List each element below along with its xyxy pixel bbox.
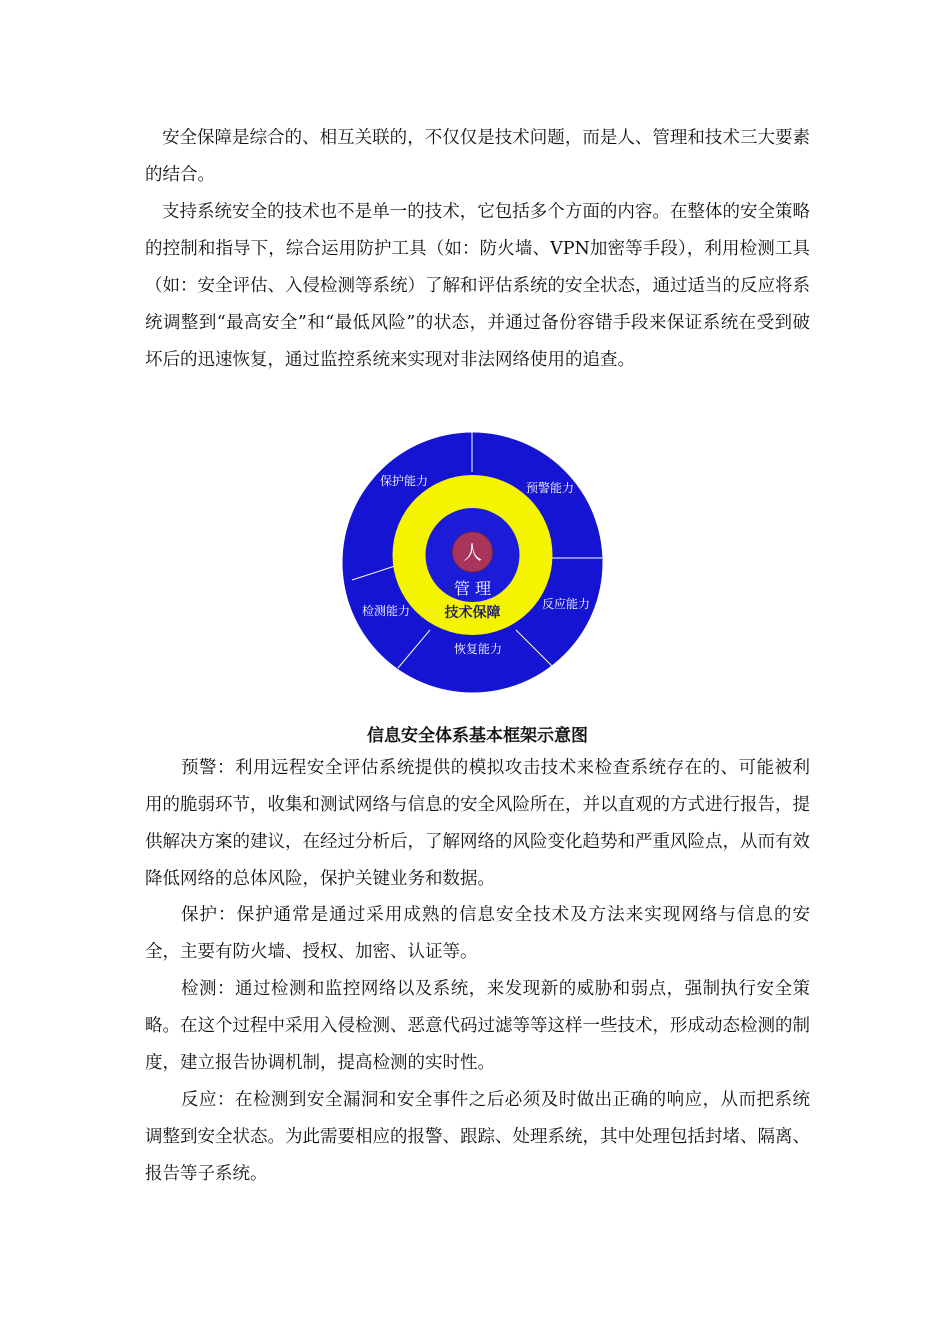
framework-svg — [340, 430, 605, 695]
segment-protect-label: 保护能力 — [379, 474, 429, 488]
paragraph-detection: 检测：通过检测和监控网络以及系统，来发现新的威胁和弱点，强制执行安全策略。在这个过程中采用入侵检测、恶意代码过滤等等这样一些技术，形成动态检测的制度，建立报告协调机制，提高检测的实时性。 — [145, 979, 810, 1073]
paragraph-intro: 安全保障是综合的、相互关联的，不仅仅是技术问题，而是人、管理和技术三大要素的结合。 — [145, 128, 810, 185]
paragraph-protection: 保护：保护通常是通过采用成熟的信息安全技术及方法来实现网络与信息的安全，主要有防火墙、授权、加密、认证等。 — [145, 905, 810, 962]
security-framework-diagram — [340, 430, 605, 695]
segment-recover-label: 恢复能力 — [453, 642, 503, 656]
center-label: 人 — [462, 542, 483, 564]
paragraph-warning: 预警：利用远程安全评估系统提供的模拟攻击技术来检查系统存在的、可能被利用的脆弱环节，收集和测试网络与信息的安全风险所在，并以直观的方式进行报告，提供解决方案的建议，在经过分析后，了解网络的风险变化趋势和严重风险点，从而有效降低网络的总体风险，保护关键业务和数据。 — [145, 758, 810, 889]
figure-caption: 信息安全体系基本框架示意图 — [367, 726, 588, 746]
segment-detect-label: 检测能力 — [361, 604, 411, 618]
paragraph-response: 反应：在检测到安全漏洞和安全事件之后必须及时做出正确的响应，从而把系统调整到安全状态。为此需要相应的报警、跟踪、处理系统，其中处理包括封堵、隔离、报告等子系统。 — [145, 1090, 810, 1184]
paragraph-technology: 支持系统安全的技术也不是单一的技术，它包括多个方面的内容。在整体的安全策略的控制和指导下，综合运用防护工具（如：防火墙、VPN加密等手段），利用检测工具（如：安全评估、入侵检测等系统）了解和评估系统的安全状态，通过适当的反应将系统调整到“最高安全”和“最低风险”的状态，并通过备份容错手段来保证系统在受到破坏后的迅速恢复，通过监控系统来实现对非法网络使用的追查。 — [145, 202, 810, 370]
segment-respond-label: 反应能力 — [541, 597, 591, 611]
segment-warn-label: 预警能力 — [525, 481, 575, 495]
technology-label: 技术保障 — [444, 605, 501, 621]
management-label: 管 理 — [453, 579, 492, 598]
